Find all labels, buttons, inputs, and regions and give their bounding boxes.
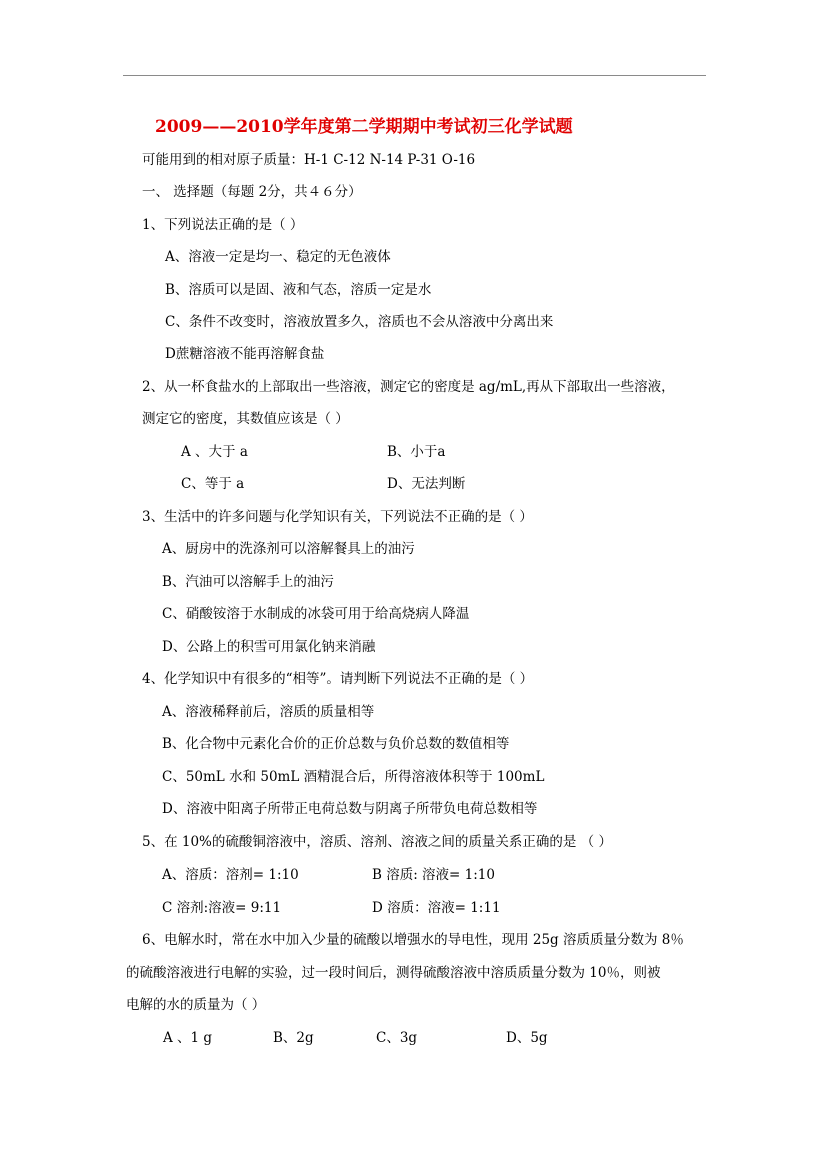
q3-option-d: D、公路上的积雪可用氯化钠来消融: [162, 639, 376, 655]
q2-option-d: D、无法判断: [387, 476, 466, 492]
q4-option-c: C、50mL 水和 50mL 酒精混合后，所得溶液体积等于 100mL: [162, 769, 545, 785]
q1-option-c: C、条件不改变时，溶液放置多久，溶质也不会从溶液中分离出来: [165, 314, 554, 330]
q1-option-b: B、溶质可以是固、液和气态，溶质一定是水: [165, 282, 432, 298]
q5-option-c: C 溶剂:溶液= 9:11: [162, 900, 282, 916]
q4-option-d: D、溶液中阳离子所带正电荷总数与阴离子所带负电荷总数相等: [162, 801, 538, 817]
q6-option-d: D、5g: [506, 1030, 548, 1046]
atomic-masses: 可能用到的相对原子质量：H-1 C-12 N-14 P-31 O-16: [142, 152, 476, 168]
q5-option-a: A、溶质：溶剂= 1:10: [162, 867, 299, 883]
header-rule: [123, 75, 706, 76]
q6-stem-line3: 电解的水的质量为（ ）: [126, 997, 266, 1013]
q3-option-c: C、硝酸铵溶于水制成的冰袋可用于给高烧病人降温: [162, 606, 470, 622]
q4-stem: 4、化学知识中有很多的“相等”。请判断下列说法不正确的是（ ）: [142, 671, 534, 687]
q1-stem: 1、下列说法正确的是（ ）: [142, 217, 304, 233]
q2-stem-line1: 2、从一杯食盐水的上部取出一些溶液，测定它的密度是 ag/mL,再从下部取出一些溶液，: [142, 379, 675, 395]
q1-option-a: A、溶液一定是均一、稳定的无色液体: [165, 249, 391, 265]
q5-option-d: D 溶质：溶液= 1:11: [372, 900, 501, 916]
q2-stem-line2: 测定它的密度，其数值应该是（ ）: [142, 411, 349, 427]
exam-title: 2009——2010学年度第二学期期中考试初三化学试题: [155, 117, 573, 137]
q6-option-b: B、2g: [273, 1030, 314, 1046]
q4-option-b: B、化合物中元素化合价的正价总数与负价总数的数值相等: [162, 736, 510, 752]
q5-stem: 5、在 10%的硫酸铜溶液中，溶质、溶剂、溶液之间的质量关系正确的是 （ ）: [142, 834, 612, 850]
q6-option-a: A 、1 g: [163, 1030, 213, 1046]
q2-option-b: B、小于a: [387, 444, 446, 460]
q3-option-b: B、汽油可以溶解手上的油污: [162, 574, 334, 590]
q6-stem-line2: 的硫酸溶液进行电解的实验，过一段时间后，测得硫酸溶液中溶质质量分数为 10％，则被: [126, 965, 661, 981]
q6-option-c: C、3g: [376, 1030, 418, 1046]
q1-option-d: D蔗糖溶液不能再溶解食盐: [165, 346, 325, 362]
q4-option-a: A、溶液稀释前后，溶质的质量相等: [162, 704, 375, 720]
q5-option-b: B 溶质: 溶液= 1:10: [372, 867, 495, 883]
q3-stem: 3、生活中的许多问题与化学知识有关，下列说法不正确的是（ ）: [142, 509, 533, 525]
q6-stem-line1: 6、电解水时，常在水中加入少量的硫酸以增强水的导电性，现用 25g 溶质质量分数为 8％: [142, 932, 684, 948]
q3-option-a: A、厨房中的洗涤剂可以溶解餐具上的油污: [162, 541, 415, 557]
q2-option-a: A 、大于 a: [181, 444, 248, 460]
q2-option-c: C、等于 a: [181, 476, 245, 492]
section-heading: 一、 选择题（每题 2分，共４６分）: [142, 184, 362, 200]
